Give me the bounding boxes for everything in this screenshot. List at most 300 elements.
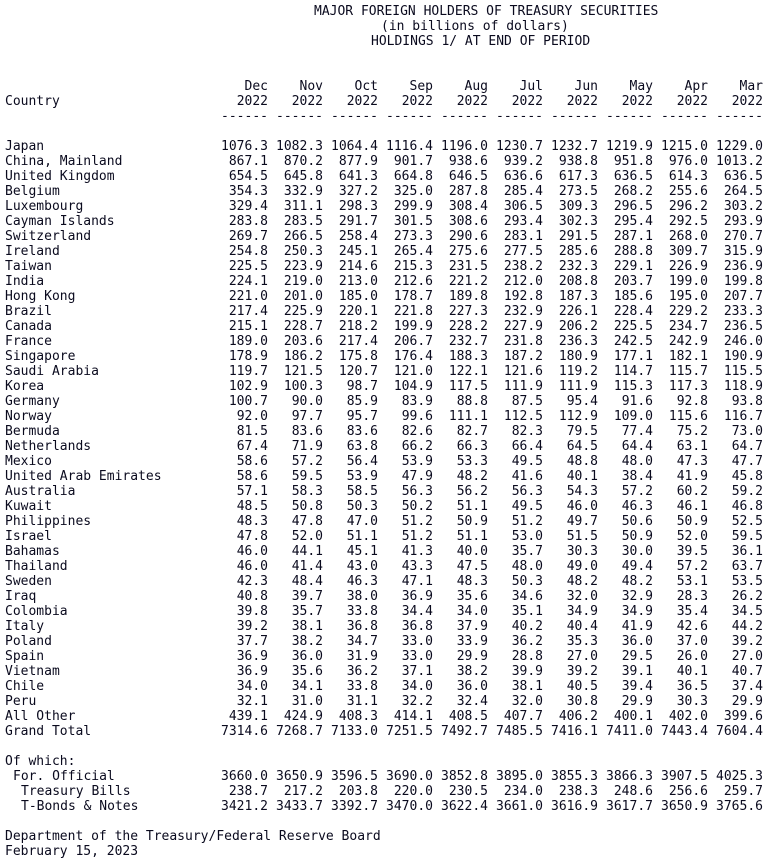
cell-value: 46.0 bbox=[236, 559, 268, 574]
cell-value: 82.6 bbox=[401, 424, 433, 439]
cell-value: 7268.7 bbox=[276, 724, 323, 739]
cell-value: 117.3 bbox=[668, 379, 708, 394]
cell-value: 877.9 bbox=[338, 154, 378, 169]
country-name: Bahamas bbox=[5, 544, 60, 559]
cell-value: 34.7 bbox=[346, 634, 378, 649]
cell-value: 29.9 bbox=[621, 694, 653, 709]
cell-value: 246.0 bbox=[723, 334, 763, 349]
country-name: Mexico bbox=[5, 454, 52, 469]
cell-value: 33.0 bbox=[401, 634, 433, 649]
cell-value: 32.1 bbox=[236, 694, 268, 709]
cell-value: 112.5 bbox=[503, 409, 543, 424]
cell-value: 32.0 bbox=[511, 694, 543, 709]
table-row bbox=[0, 169, 780, 184]
country-name: Iraq bbox=[5, 589, 37, 604]
cell-value: 51.5 bbox=[566, 529, 598, 544]
cell-value: 60.2 bbox=[676, 484, 708, 499]
cell-value: 46.1 bbox=[676, 499, 708, 514]
cell-value: 36.8 bbox=[346, 619, 378, 634]
cell-value: 227.3 bbox=[448, 304, 488, 319]
cell-value: 311.1 bbox=[283, 199, 323, 214]
cell-value: 3622.4 bbox=[441, 799, 488, 814]
cell-value: 47.8 bbox=[236, 529, 268, 544]
cell-value: 236.9 bbox=[723, 259, 763, 274]
cell-value: 42.6 bbox=[676, 619, 708, 634]
cell-value: 208.8 bbox=[558, 274, 598, 289]
cell-value: 291.7 bbox=[338, 214, 378, 229]
cell-value: 64.4 bbox=[621, 439, 653, 454]
cell-value: 180.9 bbox=[558, 349, 598, 364]
cell-value: 35.4 bbox=[676, 604, 708, 619]
cell-value: 48.0 bbox=[511, 559, 543, 574]
cell-value: 52.0 bbox=[291, 529, 323, 544]
cell-value: 38.2 bbox=[291, 634, 323, 649]
blank-line bbox=[0, 814, 780, 829]
cell-value: 238.3 bbox=[558, 784, 598, 799]
table-row bbox=[0, 154, 780, 169]
table-row bbox=[0, 184, 780, 199]
cell-value: 195.0 bbox=[668, 289, 708, 304]
country-name: Bermuda bbox=[5, 424, 60, 439]
column-separator: ------ bbox=[716, 109, 763, 124]
column-header-month: Oct bbox=[354, 79, 378, 94]
table-row bbox=[0, 649, 780, 664]
cell-value: 37.4 bbox=[731, 679, 763, 694]
cell-value: 66.4 bbox=[511, 439, 543, 454]
cell-value: 230.5 bbox=[448, 784, 488, 799]
country-name: Italy bbox=[5, 619, 45, 634]
cell-value: 266.5 bbox=[283, 229, 323, 244]
cell-value: 121.6 bbox=[503, 364, 543, 379]
cell-value: 303.2 bbox=[723, 199, 763, 214]
cell-value: 199.8 bbox=[723, 274, 763, 289]
cell-value: 214.6 bbox=[338, 259, 378, 274]
cell-value: 408.5 bbox=[448, 709, 488, 724]
cell-value: 232.7 bbox=[448, 334, 488, 349]
cell-value: 3650.9 bbox=[276, 769, 323, 784]
country-name: Kuwait bbox=[5, 499, 52, 514]
cell-value: 46.0 bbox=[566, 499, 598, 514]
cell-value: 1076.3 bbox=[221, 139, 268, 154]
column-header-year: 2022 bbox=[401, 94, 433, 109]
table-row bbox=[0, 484, 780, 499]
cell-value: 82.7 bbox=[456, 424, 488, 439]
table-row bbox=[0, 679, 780, 694]
table-row bbox=[0, 364, 780, 379]
cell-value: 7416.1 bbox=[551, 724, 598, 739]
cell-value: 91.6 bbox=[621, 394, 653, 409]
cell-value: 30.3 bbox=[676, 694, 708, 709]
cell-value: 273.3 bbox=[393, 229, 433, 244]
cell-value: 73.0 bbox=[731, 424, 763, 439]
cell-value: 35.7 bbox=[291, 604, 323, 619]
cell-value: 227.9 bbox=[503, 319, 543, 334]
country-name: Saudi Arabia bbox=[5, 364, 99, 379]
column-header-year: 2022 bbox=[676, 94, 708, 109]
cell-value: 100.3 bbox=[283, 379, 323, 394]
cell-value: 234.0 bbox=[503, 784, 543, 799]
cell-value: 213.0 bbox=[338, 274, 378, 289]
cell-value: 53.1 bbox=[676, 574, 708, 589]
cell-value: 47.0 bbox=[346, 514, 378, 529]
cell-value: 47.8 bbox=[291, 514, 323, 529]
cell-value: 59.5 bbox=[291, 469, 323, 484]
cell-value: 50.3 bbox=[346, 499, 378, 514]
cell-value: 36.0 bbox=[291, 649, 323, 664]
cell-value: 49.4 bbox=[621, 559, 653, 574]
cell-value: 39.9 bbox=[511, 664, 543, 679]
cell-value: 39.7 bbox=[291, 589, 323, 604]
cell-value: 29.9 bbox=[456, 649, 488, 664]
cell-value: 264.5 bbox=[723, 184, 763, 199]
cell-value: 39.2 bbox=[566, 664, 598, 679]
cell-value: 38.4 bbox=[621, 469, 653, 484]
cell-value: 3421.2 bbox=[221, 799, 268, 814]
cell-value: 100.7 bbox=[228, 394, 268, 409]
cell-value: 187.3 bbox=[558, 289, 598, 304]
cell-value: 37.0 bbox=[676, 634, 708, 649]
cell-value: 301.5 bbox=[393, 214, 433, 229]
table-row bbox=[0, 319, 780, 334]
cell-value: 7485.5 bbox=[496, 724, 543, 739]
cell-value: 3616.9 bbox=[551, 799, 598, 814]
cell-value: 617.3 bbox=[558, 169, 598, 184]
cell-value: 7492.7 bbox=[441, 724, 488, 739]
table-row bbox=[0, 199, 780, 214]
column-headers-month bbox=[0, 79, 780, 94]
cell-value: 233.3 bbox=[723, 304, 763, 319]
country-name: Korea bbox=[5, 379, 45, 394]
cell-value: 50.6 bbox=[621, 514, 653, 529]
column-header-month: Jul bbox=[519, 79, 543, 94]
cell-value: 49.7 bbox=[566, 514, 598, 529]
cell-value: 3907.5 bbox=[661, 769, 708, 784]
cell-value: 30.3 bbox=[566, 544, 598, 559]
table-row bbox=[0, 289, 780, 304]
cell-value: 47.5 bbox=[456, 559, 488, 574]
cell-value: 102.9 bbox=[228, 379, 268, 394]
cell-value: 277.5 bbox=[503, 244, 543, 259]
cell-value: 83.9 bbox=[401, 394, 433, 409]
cell-value: 34.9 bbox=[621, 604, 653, 619]
cell-value: 290.6 bbox=[448, 229, 488, 244]
cell-value: 57.2 bbox=[676, 559, 708, 574]
column-headers-year bbox=[0, 94, 780, 109]
cell-value: 36.9 bbox=[236, 649, 268, 664]
cell-value: 31.9 bbox=[346, 649, 378, 664]
cell-value: 98.7 bbox=[346, 379, 378, 394]
cell-value: 3650.9 bbox=[661, 799, 708, 814]
cell-value: 283.8 bbox=[228, 214, 268, 229]
cell-value: 50.9 bbox=[621, 529, 653, 544]
cell-value: 188.3 bbox=[448, 349, 488, 364]
cell-value: 66.2 bbox=[401, 439, 433, 454]
cell-value: 66.3 bbox=[456, 439, 488, 454]
cell-value: 308.6 bbox=[448, 214, 488, 229]
country-name: Australia bbox=[5, 484, 76, 499]
cell-value: 33.8 bbox=[346, 679, 378, 694]
country-name: China, Mainland bbox=[5, 154, 123, 169]
cell-value: 870.2 bbox=[283, 154, 323, 169]
cell-value: 40.2 bbox=[511, 619, 543, 634]
cell-value: 265.4 bbox=[393, 244, 433, 259]
table-row bbox=[0, 454, 780, 469]
cell-value: 238.2 bbox=[503, 259, 543, 274]
cell-value: 33.8 bbox=[346, 604, 378, 619]
cell-value: 285.4 bbox=[503, 184, 543, 199]
cell-value: 115.7 bbox=[668, 364, 708, 379]
cell-value: 59.2 bbox=[731, 484, 763, 499]
column-separator: ------ bbox=[331, 109, 378, 124]
cell-value: 52.0 bbox=[676, 529, 708, 544]
cell-value: 41.9 bbox=[676, 469, 708, 484]
column-header-year: 2022 bbox=[346, 94, 378, 109]
cell-value: 63.8 bbox=[346, 439, 378, 454]
cell-value: 37.7 bbox=[236, 634, 268, 649]
cell-value: 48.0 bbox=[621, 454, 653, 469]
column-separator: ------ bbox=[606, 109, 653, 124]
cell-value: 104.9 bbox=[393, 379, 433, 394]
cell-value: 408.3 bbox=[338, 709, 378, 724]
cell-value: 34.4 bbox=[401, 604, 433, 619]
cell-value: 231.8 bbox=[503, 334, 543, 349]
country-name: T-Bonds & Notes bbox=[21, 799, 139, 814]
table-row bbox=[0, 559, 780, 574]
cell-value: 58.3 bbox=[291, 484, 323, 499]
cell-value: 50.9 bbox=[456, 514, 488, 529]
country-name: Belgium bbox=[5, 184, 60, 199]
cell-value: 48.3 bbox=[456, 574, 488, 589]
cell-value: 115.6 bbox=[668, 409, 708, 424]
cell-value: 273.5 bbox=[558, 184, 598, 199]
cell-value: 3895.0 bbox=[496, 769, 543, 784]
cell-value: 56.3 bbox=[511, 484, 543, 499]
column-header-month: Apr bbox=[684, 79, 708, 94]
cell-value: 242.9 bbox=[668, 334, 708, 349]
cell-value: 51.2 bbox=[401, 529, 433, 544]
column-separator: ------ bbox=[441, 109, 488, 124]
cell-value: 228.4 bbox=[613, 304, 653, 319]
cell-value: 938.6 bbox=[448, 154, 488, 169]
table-body bbox=[0, 139, 780, 739]
cell-value: 75.2 bbox=[676, 424, 708, 439]
column-spacer bbox=[5, 109, 213, 124]
cell-value: 207.7 bbox=[723, 289, 763, 304]
cell-value: 36.8 bbox=[401, 619, 433, 634]
cell-value: 439.1 bbox=[228, 709, 268, 724]
cell-value: 1230.7 bbox=[496, 139, 543, 154]
cell-value: 219.0 bbox=[283, 274, 323, 289]
cell-value: 203.8 bbox=[338, 784, 378, 799]
cell-value: 325.0 bbox=[393, 184, 433, 199]
cell-value: 32.9 bbox=[621, 589, 653, 604]
cell-value: 58.6 bbox=[236, 469, 268, 484]
country-name: Grand Total bbox=[5, 724, 92, 739]
cell-value: 270.7 bbox=[723, 229, 763, 244]
table-row bbox=[0, 139, 780, 154]
cell-value: 206.2 bbox=[558, 319, 598, 334]
footer-date: February 15, 2023 bbox=[5, 844, 139, 859]
cell-value: 92.8 bbox=[676, 394, 708, 409]
column-separator: ------ bbox=[496, 109, 543, 124]
cell-value: 40.7 bbox=[731, 664, 763, 679]
country-name: Taiwan bbox=[5, 259, 52, 274]
cell-value: 79.5 bbox=[566, 424, 598, 439]
cell-value: 951.8 bbox=[613, 154, 653, 169]
cell-value: 33.0 bbox=[401, 649, 433, 664]
column-header-month: Mar bbox=[739, 79, 763, 94]
cell-value: 236.5 bbox=[723, 319, 763, 334]
of-which-label: Of which: bbox=[5, 754, 76, 769]
cell-value: 32.0 bbox=[566, 589, 598, 604]
cell-value: 53.9 bbox=[346, 469, 378, 484]
footer-source: Department of the Treasury/Federal Reserve Board bbox=[5, 829, 381, 844]
cell-value: 641.3 bbox=[338, 169, 378, 184]
cell-value: 64.5 bbox=[566, 439, 598, 454]
cell-value: 236.3 bbox=[558, 334, 598, 349]
cell-value: 7133.0 bbox=[331, 724, 378, 739]
cell-value: 38.1 bbox=[511, 679, 543, 694]
cell-value: 232.9 bbox=[503, 304, 543, 319]
column-separator: ------ bbox=[221, 109, 268, 124]
cell-value: 288.8 bbox=[613, 244, 653, 259]
country-name: Sweden bbox=[5, 574, 52, 589]
cell-value: 120.7 bbox=[338, 364, 378, 379]
cell-value: 248.6 bbox=[613, 784, 653, 799]
cell-value: 38.0 bbox=[346, 589, 378, 604]
cell-value: 298.3 bbox=[338, 199, 378, 214]
cell-value: 26.2 bbox=[731, 589, 763, 604]
column-header-year: 2022 bbox=[731, 94, 763, 109]
cell-value: 48.3 bbox=[236, 514, 268, 529]
cell-value: 221.8 bbox=[393, 304, 433, 319]
cell-value: 3690.0 bbox=[386, 769, 433, 784]
cell-value: 31.1 bbox=[346, 694, 378, 709]
cell-value: 43.3 bbox=[401, 559, 433, 574]
cell-value: 232.3 bbox=[558, 259, 598, 274]
table-row bbox=[0, 589, 780, 604]
cell-value: 329.4 bbox=[228, 199, 268, 214]
country-name: Norway bbox=[5, 409, 52, 424]
cell-value: 53.0 bbox=[511, 529, 543, 544]
cell-value: 53.5 bbox=[731, 574, 763, 589]
table-row bbox=[0, 244, 780, 259]
cell-value: 41.9 bbox=[621, 619, 653, 634]
cell-value: 59.5 bbox=[731, 529, 763, 544]
cell-value: 50.2 bbox=[401, 499, 433, 514]
country-name: Israel bbox=[5, 529, 52, 544]
cell-value: 228.7 bbox=[283, 319, 323, 334]
cell-value: 424.9 bbox=[283, 709, 323, 724]
cell-value: 117.5 bbox=[448, 379, 488, 394]
cell-value: 39.2 bbox=[731, 634, 763, 649]
column-header-month: Sep bbox=[409, 79, 433, 94]
cell-value: 37.1 bbox=[401, 664, 433, 679]
cell-value: 406.2 bbox=[558, 709, 598, 724]
cell-value: 646.5 bbox=[448, 169, 488, 184]
cell-value: 118.9 bbox=[723, 379, 763, 394]
cell-value: 119.2 bbox=[558, 364, 598, 379]
country-name: Hong Kong bbox=[5, 289, 76, 304]
cell-value: 3765.6 bbox=[716, 799, 763, 814]
cell-value: 34.0 bbox=[236, 679, 268, 694]
cell-value: 26.0 bbox=[676, 649, 708, 664]
cell-value: 178.9 bbox=[228, 349, 268, 364]
cell-value: 268.0 bbox=[668, 229, 708, 244]
cell-value: 95.4 bbox=[566, 394, 598, 409]
cell-value: 224.1 bbox=[228, 274, 268, 289]
cell-value: 95.7 bbox=[346, 409, 378, 424]
cell-value: 49.5 bbox=[511, 454, 543, 469]
cell-value: 7443.4 bbox=[661, 724, 708, 739]
cell-value: 36.9 bbox=[236, 664, 268, 679]
cell-value: 212.0 bbox=[503, 274, 543, 289]
cell-value: 292.5 bbox=[668, 214, 708, 229]
cell-value: 259.7 bbox=[723, 784, 763, 799]
country-name: Colombia bbox=[5, 604, 68, 619]
cell-value: 206.7 bbox=[393, 334, 433, 349]
country-name: United Arab Emirates bbox=[5, 469, 162, 484]
column-separator: ------ bbox=[276, 109, 323, 124]
cell-value: 285.6 bbox=[558, 244, 598, 259]
table-row bbox=[0, 529, 780, 544]
cell-value: 226.9 bbox=[668, 259, 708, 274]
cell-value: 30.0 bbox=[621, 544, 653, 559]
cell-value: 40.4 bbox=[566, 619, 598, 634]
blank-line bbox=[0, 739, 780, 754]
cell-value: 32.4 bbox=[456, 694, 488, 709]
cell-value: 34.9 bbox=[566, 604, 598, 619]
cell-value: 28.3 bbox=[676, 589, 708, 604]
table-row bbox=[0, 214, 780, 229]
cell-value: 223.9 bbox=[283, 259, 323, 274]
cell-value: 1219.9 bbox=[606, 139, 653, 154]
country-name: Germany bbox=[5, 394, 60, 409]
table-row bbox=[0, 514, 780, 529]
country-name: Peru bbox=[5, 694, 37, 709]
cell-value: 332.9 bbox=[283, 184, 323, 199]
cell-value: 56.3 bbox=[401, 484, 433, 499]
report-title: MAJOR FOREIGN HOLDERS OF TREASURY SECURITIES bbox=[314, 4, 659, 19]
cell-value: 3392.7 bbox=[331, 799, 378, 814]
cell-value: 122.1 bbox=[448, 364, 488, 379]
cell-value: 39.1 bbox=[621, 664, 653, 679]
cell-value: 111.1 bbox=[448, 409, 488, 424]
cell-value: 47.7 bbox=[731, 454, 763, 469]
cell-value: 115.3 bbox=[613, 379, 653, 394]
cell-value: 44.2 bbox=[731, 619, 763, 634]
cell-value: 27.0 bbox=[731, 649, 763, 664]
cell-value: 35.6 bbox=[456, 589, 488, 604]
cell-value: 116.7 bbox=[723, 409, 763, 424]
cell-value: 34.0 bbox=[456, 604, 488, 619]
cell-value: 36.1 bbox=[731, 544, 763, 559]
table-row bbox=[0, 469, 780, 484]
table-row bbox=[0, 439, 780, 454]
cell-value: 35.6 bbox=[291, 664, 323, 679]
cell-value: 238.7 bbox=[228, 784, 268, 799]
cell-value: 51.2 bbox=[401, 514, 433, 529]
cell-value: 35.7 bbox=[511, 544, 543, 559]
country-name: France bbox=[5, 334, 52, 349]
cell-value: 37.9 bbox=[456, 619, 488, 634]
cell-value: 245.1 bbox=[338, 244, 378, 259]
table-row bbox=[0, 634, 780, 649]
cell-value: 99.6 bbox=[401, 409, 433, 424]
column-header-month: Nov bbox=[299, 79, 323, 94]
cell-value: 275.6 bbox=[448, 244, 488, 259]
cell-value: 258.4 bbox=[338, 229, 378, 244]
